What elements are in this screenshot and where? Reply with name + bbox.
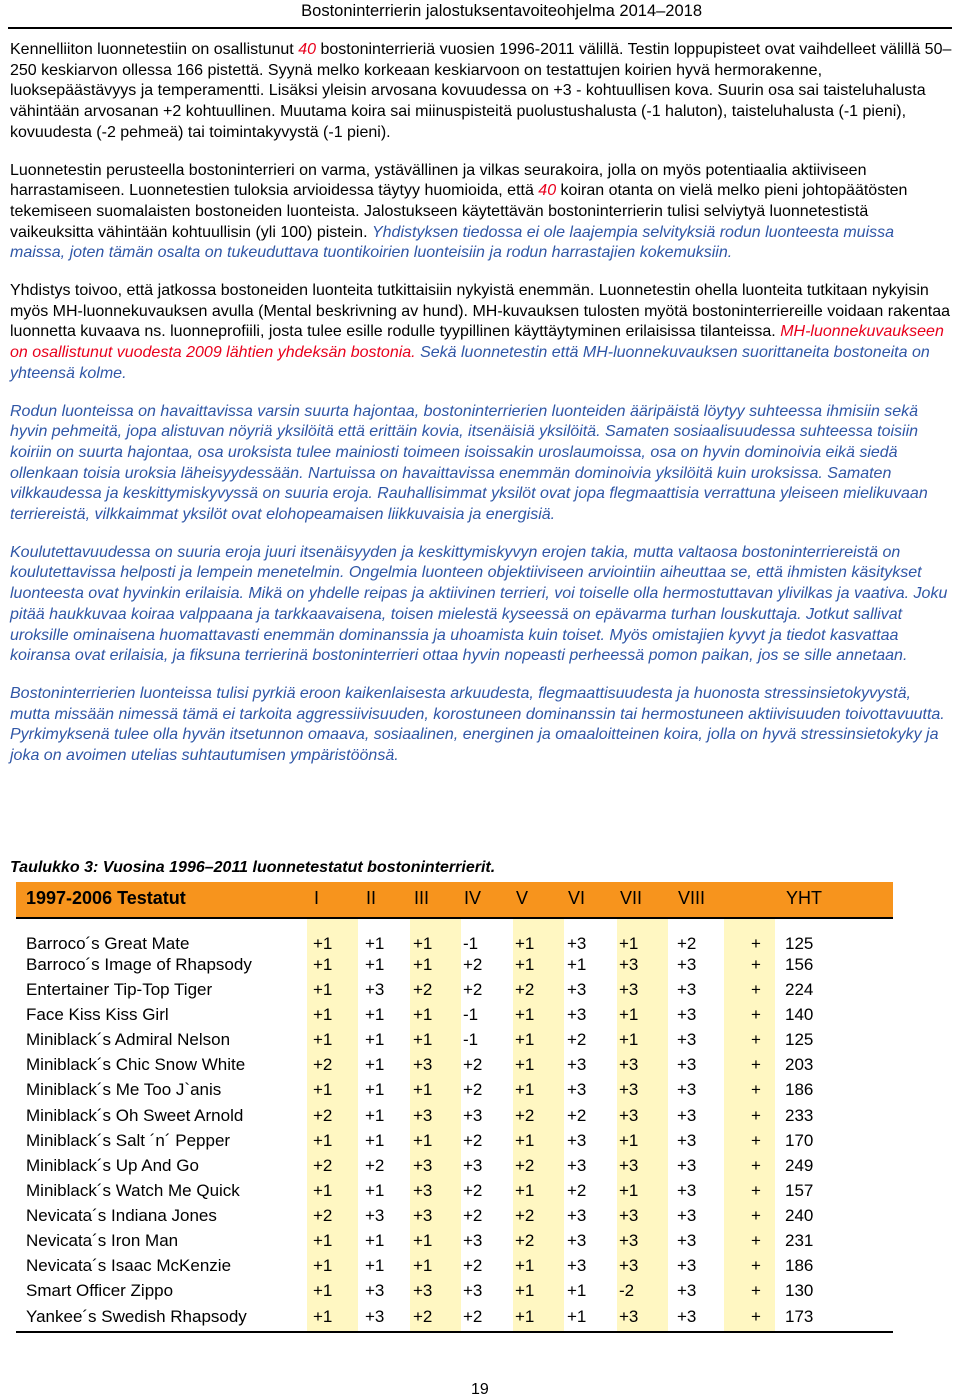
- score-cell: -1: [463, 1030, 479, 1049]
- total-score-cell: 186: [785, 1080, 814, 1099]
- score-cell: +1: [313, 1181, 333, 1200]
- score-cell: -1: [463, 934, 479, 953]
- score-cell: +2: [515, 1106, 535, 1125]
- header-cell: VII: [620, 888, 643, 908]
- score-cell: +3: [677, 1156, 697, 1175]
- score-cell: +1: [515, 934, 535, 953]
- score-cell: +3: [463, 1231, 483, 1250]
- dog-name-cell: Miniblack´s Admiral Nelson: [26, 1030, 231, 1049]
- total-score-cell: 173: [785, 1307, 814, 1326]
- paragraph-2: [10, 161, 952, 265]
- score-cell: +2: [413, 980, 433, 999]
- table-row: [16, 1104, 893, 1128]
- header-cell: YHT: [786, 888, 822, 908]
- score-cell: +: [751, 1256, 761, 1275]
- score-cell: +3: [677, 1181, 697, 1200]
- p2-blue-note: Yhdistyksen tiedossa ei ole laajempia selvityksiä rodun luonteesta muissa maissa, joten tämän osalta on tukeuduttava tuontikoirien luonteisiin ja rodun harrastajien kokemuksiin.: [10, 223, 895, 262]
- p1-highlight-count: 40: [298, 41, 316, 58]
- score-cell: +1: [413, 955, 433, 974]
- total-score-cell: 130: [785, 1281, 814, 1300]
- score-cell: +3: [677, 1131, 697, 1150]
- dog-name-cell: Miniblack´s Up And Go: [26, 1156, 199, 1175]
- score-cell: +1: [313, 1131, 333, 1150]
- p3-red-note: MH-luonnekuvaukseen on osallistunut vuodesta 2009 lähtien yhdeksän bostonia.: [10, 323, 944, 362]
- score-cell: +1: [365, 1005, 385, 1024]
- total-score-cell: 231: [785, 1231, 814, 1250]
- score-cell: +1: [313, 1005, 333, 1024]
- paragraph-6: Bostoninterrierien luonteissa tulisi pyrkiä eroon kaikenlaisesta arkuudesta, flegmaattisuudesta ja huonosta stressinsietokyvystä, mutta missään nimessä tämä ei tarkoita aggressiivisuuden, korostuneen dominanssin tai hermostuneen aktiivisuuden toivottavuutta. Pyrkimyksenä tulee olla hyvän itsetunnon omaava, sosiaalinen, energinen ja omaaloitteinen koira, jolla on hyvä stressinsietokyky ja joka on avoimen utelias suhtautumisen ympäristöönsä.: [10, 684, 945, 765]
- score-cell: +1: [515, 1080, 535, 1099]
- score-cell: +1: [313, 1256, 333, 1275]
- dog-name-cell: Miniblack´s Me Too J`anis: [26, 1080, 222, 1099]
- score-cell: +3: [677, 1055, 697, 1074]
- table-row: [16, 1305, 893, 1329]
- score-cell: +1: [313, 1231, 333, 1250]
- score-cell: +3: [567, 980, 587, 999]
- score-cell: +1: [365, 1231, 385, 1250]
- score-cell: +3: [677, 1106, 697, 1125]
- table-caption: Taulukko 3: Vuosina 1996–2011 luonnetestatut bostoninterrierit.: [10, 859, 496, 876]
- header-cell: I: [314, 888, 320, 908]
- dog-name-cell: Entertainer Tip-Top Tiger: [26, 980, 213, 999]
- score-cell: +3: [567, 1206, 587, 1225]
- score-cell: +2: [515, 1231, 535, 1250]
- paragraph-1: [10, 40, 952, 144]
- score-cell: +3: [365, 1206, 385, 1225]
- header-cell: VI: [568, 888, 586, 908]
- score-cell: +3: [619, 1055, 639, 1074]
- score-cell: +3: [365, 980, 385, 999]
- score-cell: +1: [515, 1181, 535, 1200]
- score-cell: +1: [413, 1131, 433, 1150]
- score-cell: +: [751, 1206, 761, 1225]
- score-cell: +: [751, 980, 761, 999]
- paragraph-4: Rodun luonteissa on havaittavissa varsin suurta hajontaa, bostoninterrierien luonteiden ääripäistä löytyy suhteessa ihmisiin sekä hyvin pehmeitä, jopa alistuvan nöyriä yksilöitä että erittäin kovia, itsenäisiä yksilöitä. Samaten sosiaalisuudessa suhteessa toisiin koiriin on suurta hajontaa, osa uroksista tulee mainiosti toimeen isoissakin uroslaumoissa, osa on hyvin dominoivia eikä siedä ollenkaan toisia uroksia läheisyydessään. Nartuissa on havaittavissa enemmän dominoivia yksilöitä kuin uroksissa. Samaten vilkkaudessa ja keskittymiskyvyssä on suuria eroja. Rauhallisimmat yksilöt ovat jopa flegmaattisia verrattuna yleiseen mielikuvaan terriereistä, vilkkaimmat yksilöt ovat elohopeamaisen liikkuvaisia ja energisiä.: [10, 402, 928, 524]
- score-cell: +3: [413, 1181, 433, 1200]
- score-cell: -2: [619, 1281, 635, 1300]
- total-score-cell: 233: [785, 1106, 814, 1125]
- score-cell: +1: [619, 1131, 639, 1150]
- score-cell: +1: [365, 1131, 385, 1150]
- score-cell: +2: [463, 1206, 483, 1225]
- table-row: [16, 1078, 893, 1102]
- score-cell: +3: [365, 1307, 385, 1326]
- paragraph-3: [10, 281, 952, 385]
- score-cell: +3: [567, 1156, 587, 1175]
- score-cell: +2: [463, 955, 483, 974]
- score-cell: +3: [677, 1256, 697, 1275]
- table-bottom-rule: [16, 1331, 893, 1333]
- table-header-row: [16, 882, 893, 917]
- page-header-title: Bostoninterrierin jalostuksentavoiteohjelma 2014–2018: [301, 2, 702, 20]
- score-cell: +1: [313, 1080, 333, 1099]
- table-row: [16, 1154, 893, 1178]
- score-cell: +1: [313, 1307, 333, 1326]
- score-cell: +1: [365, 1055, 385, 1074]
- header-cell: III: [414, 888, 430, 908]
- p2-highlight-count: 40: [538, 182, 557, 200]
- dog-name-cell: Barroco´s Great Mate: [26, 934, 190, 953]
- score-cell: +3: [567, 1231, 587, 1250]
- score-cell: +2: [313, 1206, 333, 1225]
- dog-name-cell: Barroco´s Image of Rhapsody: [26, 955, 252, 974]
- score-cell: +2: [313, 1055, 333, 1074]
- score-cell: +1: [413, 1005, 433, 1024]
- score-cell: +: [751, 1106, 761, 1125]
- p3-blue-note: Sekä luonnetestin että MH-luonnekuvauksen suorittaneita bostoneita on yhteensä kolme.: [10, 344, 930, 382]
- score-cell: -1: [463, 1005, 479, 1024]
- score-cell: +: [751, 1005, 761, 1024]
- p1-text-c: bostoninterrieriä vuosien 1996-2011 välillä. Testin loppupisteet ovat vaihdelleet välillä 50–250 keskiarvon ollessa 166 pistettä. Syynä melko korkeaan keskiarvoon on testattujen koirien hyvä hermorakenne, luoksepäästävyys ja temperamentti. Lisäksi yleisin arvosana kovuudessa on +3 - kohtuullisen kova. Suurin osa sai taisteluhalusta vähintään arvosanan +2 kohtuullinen. Muutama koira sai miinuspisteitä puolustushalusta (-1 haluton), taisteluhalusta (-1 pieni), kovuudesta (-2 pehmeä) tai toimintakyvystä (-1 pieni).: [10, 41, 952, 141]
- score-cell: +3: [619, 1256, 639, 1275]
- score-cell: +2: [463, 1080, 483, 1099]
- score-cell: +3: [677, 1307, 697, 1326]
- paragraph-5: Koulutettavuudessa on suuria eroja juuri itsenäisyyden ja keskittymiskyvyn erojen takia, mutta valtaosa bostoninterriereistä on koulutettavissa helposti ja lempein menetelmin. Ongelmia luonteen objektiiviseen arviointiin aiheuttaa se, että ihmisten käsitykset luonteesta ovat hyvinkin erilaisia. Mikä on yhdelle reipas ja aktiivinen terrieri, voi toiselle olla hermostuttavan ylivilkas ja vaativa. Joku pitää haukkuvaa koiraa valppaana ja tarkkaavaisena, toisen mielestä kyseessä on epävarma turhan louskuttaja. Jotkut sallivat uroksille ominaisena huomattavasti enemmän dominanssia ja uhoamista kuin toiset. Myös omistajien kyvyt ja tiedot kasvattaa koiransa ovat erilaisia, ja fiksuna terrierinä bostoninterrieri ottaa hyvin nopeasti perheessä pomon paikan, jos se sille annetaan.: [10, 543, 948, 665]
- score-cell: +2: [677, 934, 697, 953]
- dog-name-cell: Miniblack´s Oh Sweet Arnold: [26, 1106, 244, 1125]
- score-cell: +2: [365, 1156, 385, 1175]
- score-cell: +1: [567, 1307, 587, 1326]
- score-cell: +2: [567, 1030, 587, 1049]
- score-cell: +2: [515, 1206, 535, 1225]
- score-cell: +3: [413, 1156, 433, 1175]
- score-cell: +2: [567, 1181, 587, 1200]
- score-cell: +2: [463, 1131, 483, 1150]
- total-score-cell: 249: [785, 1156, 814, 1175]
- score-cell: +1: [515, 1131, 535, 1150]
- score-cell: +1: [567, 955, 587, 974]
- dog-name-cell: Yankee´s Swedish Rhapsody: [26, 1307, 247, 1326]
- score-cell: +3: [567, 1055, 587, 1074]
- header-cell: V: [516, 888, 529, 908]
- score-cell: +3: [567, 1256, 587, 1275]
- score-cell: +3: [413, 1055, 433, 1074]
- p2-text-c: koiran otanta on vielä melko pieni johtopäätösten tekemiseen suomalaisten bostoneiden luonteista. Jalostukseen käytettävän bostoninterrierin tulisi selviytyä luonnetestistä vaikeuksitta vähintään kohtuullisin (yli 100) pistein.: [10, 182, 908, 241]
- p2-text-a: Luonnetestin perusteella bostoninterrieri on varma, ystävällinen ja vilkas seurakoira, jolla on myös potentiaalia aktiiviseen harrastamiseen. Luonnetestien tuloksia arvioidessa täytyy huomioida, että: [10, 161, 867, 200]
- dog-name-cell: Face Kiss Kiss Girl: [26, 1005, 169, 1024]
- score-cell: +3: [677, 955, 697, 974]
- score-cell: +1: [365, 955, 385, 974]
- score-cell: +1: [413, 1256, 433, 1275]
- score-cell: +: [751, 1156, 761, 1175]
- score-cell: +2: [463, 1055, 483, 1074]
- score-cell: +1: [515, 1055, 535, 1074]
- table-row: [16, 1129, 893, 1153]
- score-cell: +: [751, 934, 761, 953]
- score-cell: +3: [413, 1106, 433, 1125]
- table-row: [16, 978, 893, 1002]
- score-cell: +3: [619, 955, 639, 974]
- score-cell: +2: [567, 1106, 587, 1125]
- header-rule: [8, 27, 952, 29]
- score-cell: +3: [677, 1281, 697, 1300]
- score-cell: +3: [677, 1231, 697, 1250]
- score-cell: +3: [567, 1005, 587, 1024]
- total-score-cell: 170: [785, 1131, 814, 1150]
- score-cell: +3: [677, 980, 697, 999]
- score-cell: +3: [677, 1206, 697, 1225]
- score-cell: +3: [619, 1156, 639, 1175]
- p3-text-a: Yhdistys toivoo, että jatkossa bostoneiden luonteita tutkittaisiin nykyistä enemmän. Luonnetestin ohella luonteita tutkitaan nykyisin myös MH-luonnekuvauksen avulla (Mental beskrivning av hund). MH-kuvauksen tulosten myötä bostoninterriereille voidaan rakentaa luonnetta kuvaava ns. luonneprofiili, josta tulee esille rodulle tyypillinen käyttäytyminen erilaisissa tilanteissa.: [10, 282, 951, 341]
- total-score-cell: 157: [785, 1181, 814, 1200]
- score-cell: +3: [677, 1005, 697, 1024]
- total-score-cell: 140: [785, 1005, 814, 1024]
- score-cell: +2: [463, 980, 483, 999]
- score-cell: +3: [619, 1231, 639, 1250]
- score-cell: +1: [619, 1030, 639, 1049]
- header-cell: IV: [464, 888, 482, 908]
- score-cell: +2: [515, 1156, 535, 1175]
- p1-text-a: Kennelliiton luonnetestiin on osallistunut: [10, 41, 299, 58]
- page-number: 19: [471, 1381, 489, 1398]
- score-cell: +1: [619, 934, 639, 953]
- score-cell: +1: [313, 934, 333, 953]
- score-cell: +3: [677, 1030, 697, 1049]
- score-cell: +3: [619, 1206, 639, 1225]
- score-cell: +1: [365, 1106, 385, 1125]
- table-row: [16, 1254, 893, 1278]
- score-cell: +2: [413, 1307, 433, 1326]
- score-cell: +1: [567, 1281, 587, 1300]
- dog-name-cell: Nevicata´s Indiana Jones: [26, 1206, 217, 1225]
- score-cell: +1: [413, 934, 433, 953]
- dog-name-cell: Smart Officer Zippo: [26, 1281, 174, 1300]
- total-score-cell: 203: [785, 1055, 814, 1074]
- dog-name-cell: Nevicata´s Isaac McKenzie: [26, 1256, 232, 1275]
- score-cell: +2: [463, 1256, 483, 1275]
- results-table: [16, 882, 893, 1333]
- total-score-cell: 125: [785, 934, 814, 953]
- dog-name-cell: Miniblack´s Salt ´n´ Pepper: [26, 1131, 231, 1150]
- table-row: [16, 1053, 893, 1077]
- score-cell: +1: [515, 1005, 535, 1024]
- score-cell: +1: [413, 1080, 433, 1099]
- table-row: [16, 1204, 893, 1228]
- score-cell: +1: [365, 934, 385, 953]
- table-row: [16, 953, 893, 977]
- score-cell: +: [751, 1055, 761, 1074]
- score-cell: +3: [413, 1206, 433, 1225]
- score-cell: +1: [313, 1030, 333, 1049]
- score-cell: +: [751, 1281, 761, 1300]
- score-cell: +1: [515, 1030, 535, 1049]
- score-cell: +1: [619, 1005, 639, 1024]
- score-cell: +3: [567, 1080, 587, 1099]
- score-cell: +: [751, 1131, 761, 1150]
- score-cell: +1: [365, 1080, 385, 1099]
- score-cell: +: [751, 1231, 761, 1250]
- table-row: [16, 1279, 893, 1303]
- total-score-cell: 186: [785, 1256, 814, 1275]
- score-cell: +: [751, 1080, 761, 1099]
- score-cell: +2: [313, 1156, 333, 1175]
- score-cell: +: [751, 1307, 761, 1326]
- score-cell: +1: [515, 1307, 535, 1326]
- score-cell: +3: [567, 934, 587, 953]
- score-cell: +1: [515, 1281, 535, 1300]
- score-cell: +3: [463, 1106, 483, 1125]
- score-cell: +2: [463, 1307, 483, 1326]
- score-cell: +2: [313, 1106, 333, 1125]
- document-body: [10, 40, 952, 767]
- score-cell: +3: [365, 1281, 385, 1300]
- score-cell: +1: [365, 1256, 385, 1275]
- score-cell: +3: [619, 1080, 639, 1099]
- score-cell: +3: [463, 1281, 483, 1300]
- table-row: [16, 1229, 893, 1253]
- dog-name-cell: Miniblack´s Chic Snow White: [26, 1055, 246, 1074]
- score-cell: +1: [365, 1181, 385, 1200]
- header-title-cell: 1997-2006 Testatut: [26, 888, 186, 908]
- score-cell: +3: [619, 980, 639, 999]
- total-score-cell: 224: [785, 980, 814, 999]
- table-row: [16, 1028, 893, 1052]
- dog-name-cell: Nevicata´s Iron Man: [26, 1231, 179, 1250]
- score-cell: +1: [413, 1231, 433, 1250]
- header-cell: II: [366, 888, 377, 908]
- score-cell: +1: [515, 1256, 535, 1275]
- score-cell: +2: [515, 980, 535, 999]
- score-cell: +1: [313, 980, 333, 999]
- score-cell: +3: [677, 1080, 697, 1099]
- table-row: [16, 1003, 893, 1027]
- total-score-cell: 240: [785, 1206, 814, 1225]
- score-cell: +1: [413, 1030, 433, 1049]
- header-bottom-rule: [16, 917, 893, 919]
- score-cell: +3: [619, 1106, 639, 1125]
- score-cell: +: [751, 955, 761, 974]
- score-cell: +3: [413, 1281, 433, 1300]
- score-cell: +1: [365, 1030, 385, 1049]
- total-score-cell: 125: [785, 1030, 814, 1049]
- score-cell: +: [751, 1030, 761, 1049]
- score-cell: +1: [619, 1181, 639, 1200]
- score-cell: +3: [619, 1307, 639, 1326]
- header-cell: VIII: [678, 888, 706, 908]
- dog-name-cell: Miniblack´s Watch Me Quick: [26, 1181, 240, 1200]
- score-cell: +1: [313, 955, 333, 974]
- score-cell: +1: [313, 1281, 333, 1300]
- score-cell: +3: [567, 1131, 587, 1150]
- score-cell: +3: [463, 1156, 483, 1175]
- total-score-cell: 156: [785, 955, 814, 974]
- score-cell: +: [751, 1181, 761, 1200]
- table-row: [16, 1179, 893, 1203]
- score-cell: +1: [515, 955, 535, 974]
- score-cell: +2: [463, 1181, 483, 1200]
